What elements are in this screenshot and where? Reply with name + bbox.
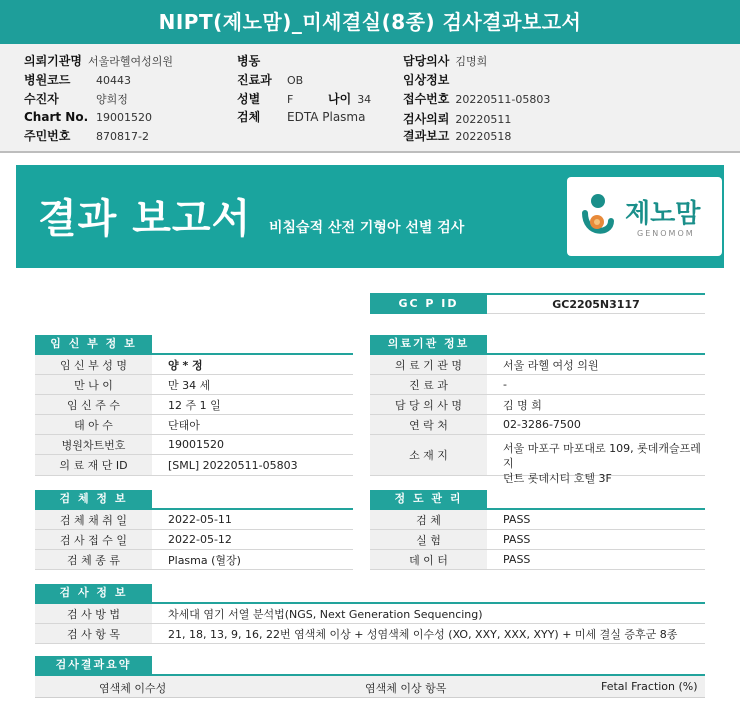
qc-row [370,530,705,550]
summary-col-fetal-fraction: Fetal Fraction (%) [601,680,698,693]
specimen-row [35,550,353,570]
request-date-field [403,110,511,127]
department-value: OB [287,74,304,87]
row-value: 차세대 염기 서열 분석법(NGS, Next Generation Sequencing) [168,607,483,621]
medical-row [370,355,705,375]
row-value: 02-3286-7500 [503,418,581,431]
clinical-info-label: 임상정보 [403,73,450,87]
chart-no-value: 19001520 [96,111,152,124]
row-value: PASS [503,553,531,566]
hospital-code-field [24,71,131,88]
row-value: PASS [503,533,531,546]
pregnant-row [35,355,353,375]
test-row [35,624,705,644]
specimen-row [35,530,353,550]
report-banner [16,165,724,268]
address-line-2: 던트 롯데시티 호텔 3F [503,472,612,485]
medical-row [370,415,705,435]
patient-field [24,90,128,107]
row-value: 2022-05-11 [168,513,232,526]
resident-no-label: 주민번호 [24,129,71,143]
row-value: 김 명 희 [503,398,542,412]
medical-row [370,395,705,415]
banner-subheading: 비침습적 산전 기형아 선별 검사 [269,220,465,236]
medical-row [370,375,705,395]
specimen-field [237,108,365,125]
genomom-logo [567,177,722,256]
test-row [35,604,705,624]
sex-field [237,90,293,107]
medical-info-header: 의료기관 정보 [370,335,487,353]
pregnant-info-header: 임 신 부 정 보 [35,335,152,353]
row-key: 검 사 항 목 [35,624,152,643]
row-key: 임 신 부 성 명 [35,355,152,374]
institution-label: 의뢰기관명 [24,54,82,68]
gcp-id-box [370,293,705,314]
patient-value: 양희정 [96,93,128,106]
row-value: 19001520 [168,438,224,451]
patient-label: 수진자 [24,92,59,106]
summary-header: 검사결과요약 [35,656,152,674]
row-key: 만 나 이 [35,375,152,394]
row-value: Plasma (혈장) [168,553,241,567]
row-key: 검 사 방 법 [35,604,152,623]
gcp-id-value: GC2205N3117 [552,298,640,311]
row-value: [SML] 20220511-05803 [168,458,298,472]
specimen-value: EDTA Plasma [287,110,366,124]
pregnant-row [35,415,353,435]
row-key: 담 당 의 사 명 [370,395,487,414]
row-value: 단태아 [168,418,200,432]
ward-field [237,52,266,69]
row-key: 의 료 재 단 ID [35,455,152,475]
chart-no-label: Chart No. [24,110,89,124]
pregnant-row [35,395,353,415]
report-date-value: 20220518 [455,130,512,143]
row-value: 21, 18, 13, 9, 16, 22번 염색체 이상 + 성염색체 이수성 (XO, XXY, XXX, XYY) + 미세 결실 증후군 8종 [168,627,678,641]
row-key: 태 아 수 [35,415,152,434]
sex-label: 성별 [237,92,261,106]
summary-column-headers [35,676,705,698]
resident-no-value: 870817-2 [96,130,149,143]
address-line-1: 서울 마포구 마포대로 109, 롯데캐슬프레지 [503,442,701,470]
pregnant-row [35,435,353,455]
qc-row [370,510,705,530]
specimen-row [35,510,353,530]
receipt-no-label: 접수번호 [403,92,450,106]
receipt-no-field [403,90,550,107]
genomom-logo-icon [575,191,621,241]
address-value [503,435,703,485]
row-value: 2022-05-12 [168,533,232,546]
row-key: 검 체 [370,510,487,529]
logo-subtext: GENOMOM [637,229,695,238]
medical-row-address [370,435,705,485]
banner-heading: 결과 보고서 [38,196,252,242]
summary-col-aneuploidy: 염색체 이수성 [99,682,167,695]
resident-no-field [24,127,149,144]
report-date-field [403,127,511,144]
row-key: 연 락 처 [370,415,487,434]
row-value: PASS [503,513,531,526]
row-value: - [503,378,507,391]
row-key: 검 체 채 취 일 [35,510,152,529]
hospital-code-value: 40443 [96,74,131,87]
pregnant-row [35,455,353,476]
age-field [328,90,371,107]
row-key: 데 이 터 [370,550,487,569]
gcp-id-label: GC P ID [370,293,487,314]
sex-value: F [287,93,294,106]
department-label: 진료과 [237,73,272,87]
row-value: 서울 라헬 여성 의원 [503,358,599,372]
hospital-code-label: 병원코드 [24,73,71,87]
age-label: 나이 [328,92,352,106]
pregnant-row [35,375,353,395]
report-date-label: 결과보고 [403,129,450,143]
chart-no-field [24,110,152,124]
row-key: 진 료 과 [370,375,487,394]
qc-info-header: 정 도 관 리 [370,490,487,508]
order-info-panel [0,44,740,153]
request-date-label: 검사의뢰 [403,112,450,126]
logo-text: 제노맘 [625,199,701,229]
request-date-value: 20220511 [455,113,512,126]
doctor-label: 담당의사 [403,54,450,68]
test-info-header: 검 사 정 보 [35,584,152,602]
doctor-value: 김명희 [455,55,488,68]
age-value: 34 [357,93,372,106]
row-key: 임 신 주 수 [35,395,152,414]
row-value: 12 주 1 일 [168,398,221,412]
summary-col-abnormal-items: 염색체 이상 항목 [365,682,447,695]
row-key: 병원차트번호 [35,435,152,454]
doctor-field [403,52,487,69]
ward-label: 병동 [237,54,261,68]
clinical-info-field [403,71,455,88]
receipt-no-value: 20220511-05803 [455,93,551,106]
row-key: 검 체 종 류 [35,550,152,569]
institution-value: 서울라헬여성의원 [87,55,173,68]
row-key: 실 험 [370,530,487,549]
row-value: 만 34 세 [168,378,211,392]
institution-field [24,52,173,69]
row-key: 검 사 접 수 일 [35,530,152,549]
qc-row [370,550,705,570]
row-key: 의 료 기 관 명 [370,355,487,374]
report-title: NIPT(제노맘)_미세결실(8종) 검사결과보고서 [0,0,740,44]
department-field [237,71,303,88]
specimen-label: 검체 [237,110,261,124]
row-value: 양 * 정 [168,358,203,372]
row-key: 소 재 지 [370,435,487,475]
specimen-info-header: 검 체 정 보 [35,490,152,508]
